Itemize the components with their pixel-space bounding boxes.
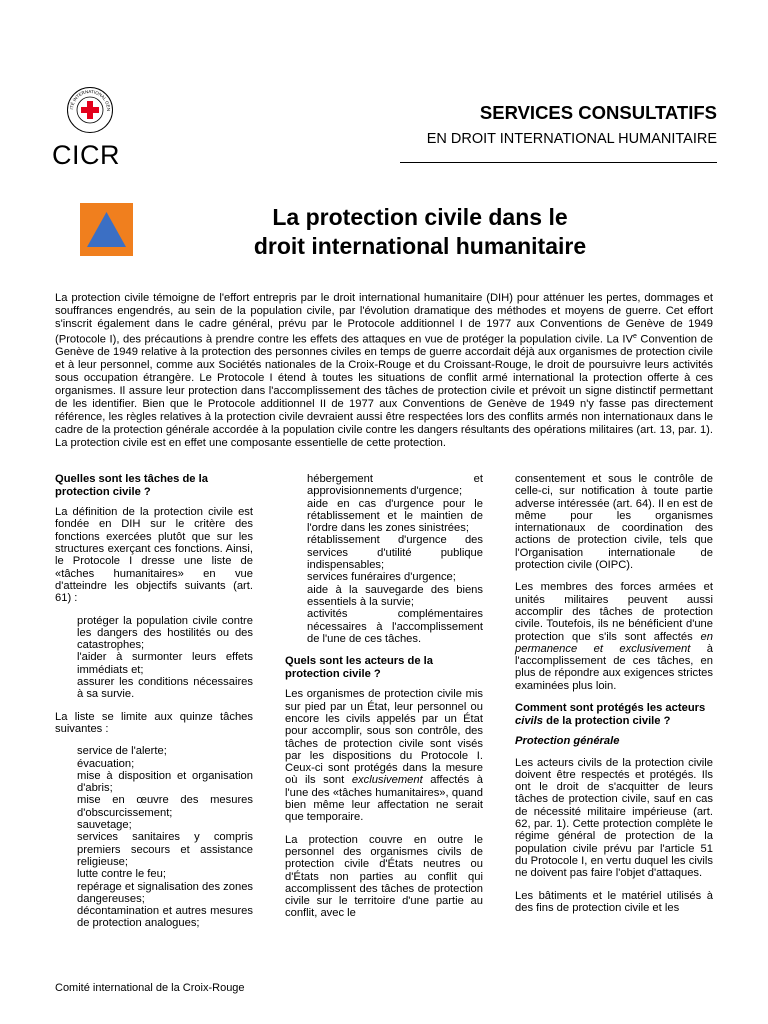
list-item: évacuation;	[77, 757, 135, 770]
column-1	[55, 473, 253, 940]
organization-acronym: CICR	[52, 140, 120, 170]
list-item: service de l'alerte;	[77, 745, 167, 758]
intro-text-2: Convention de Genève de 1949 relative à la protection des personnes civiles en temps de guerre accordait déjà aux organismes de protection civile et à leur personnel, comme aux Sociétés nationales de la Croix-Rouge et du Croissant-Rouge, le droit de poursuivre leurs activités sous occupation étrangère. Le Protocole I étend à toutes les situations de conflit armé international la protection offerte à ces organismes. Il assure leur protection dans l'accomplissement des tâches de protection civile et prévoit un signe distinctif permettant de les identifier. Bien que le Protocole additionnel II de 1977 aux Conventions de Genève de 1949 n'y fasse pas directement référence, les règles relatives à la protection civile devraient aussi être respectées lors des conflits armés non internationaux dans le cadre de la protection générale accordée à la population civile contre les dangers résultants des opérations militaires (art. 13, par. 1). La protection civile est en effet une composante essentielle de cette protection.	[55, 333, 713, 449]
tasks-list	[55, 745, 253, 929]
emphasis: en permanence et exclusivement	[515, 630, 713, 655]
intro-text-1: La protection civile témoigne de l'effort entrepris par le droit international humanitaire (DIH) pour atténuer les pertes, dommages et souffrances engendrés, au sein de la population civile, par l'évolution dramatique des méthodes et moyens de guerre. Cet effort s'inscrit également dans le cadre général, prévu par le Protocole additionnel I de 1977 aux Conventions de Genève de 1949 (Protocole I), des précautions à prendre contre les effets des attaques en vue de protéger la population civile. La IV	[55, 292, 713, 346]
title-line-2: droit international humanitaire	[253, 233, 587, 259]
text: Comment sont protégés les acteurs	[515, 702, 706, 715]
emphasis: exclusivement	[351, 774, 423, 787]
tasks-list-continued	[285, 473, 483, 645]
emphasis: civils	[515, 714, 543, 727]
section-heading-tasks: Quelles sont les tâches de la protection civile ?	[55, 473, 208, 498]
list-item: mise à disposition et organisation d'abris;	[77, 769, 253, 795]
list-item: services funéraires d'urgence;	[307, 571, 456, 584]
list-item: rétablissement d'urgence des services d'utilité publique indispensables;	[307, 534, 483, 572]
footer: Comité international de la Croix-Rouge	[55, 982, 245, 994]
text: affectés à l'une des «tâches humanitaires», quand bien même leur affectation ne serait que temporaire.	[285, 774, 483, 824]
civil-defence-sign-icon	[80, 203, 133, 256]
subheading-general-protection: Protection générale	[515, 735, 620, 748]
list-item: l'aider à surmonter leurs effets immédiats et;	[77, 651, 253, 676]
services-subtitle: EN DROIT INTERNATIONAL HUMANITAIRE	[426, 131, 717, 147]
list-item: services sanitaires y compris premiers secours et assistance religieuse;	[77, 831, 253, 868]
paragraph: La liste se limite aux quinze tâches suivantes :	[55, 710, 253, 735]
text: à l'accomplissement de ces tâches, en plus de répondre aux exigences strictes examinées plus loin.	[515, 642, 713, 692]
document-title	[160, 203, 680, 261]
header-rule	[400, 162, 717, 163]
icrc-emblem-icon	[66, 86, 114, 134]
intro-superscript: e	[632, 332, 637, 340]
list-item: activités complémentaires nécessaires à l'accomplissement de l'une de ces tâches.	[307, 608, 483, 645]
objectives-list	[55, 615, 253, 701]
paragraph: La définition de la protection civile est fondée en DIH sur le critère des fonctions exercées plutôt que sur les structures exerçant ces fonctions. Ainsi, le Protocole I dresse une liste de «tâches humanitaires» en vue d'atteindre les objectifs suivants (art. 61) :	[55, 506, 253, 605]
list-item: aide à la sauvegarde des biens essentiels à la survie;	[307, 583, 483, 608]
column-3	[515, 473, 713, 924]
list-item: hébergement et approvisionnements d'urgence;	[307, 473, 483, 498]
red-cross-horizontal	[81, 107, 99, 113]
emblem-ring-text: ITÉ INTERNATIONAL GEN	[69, 88, 112, 112]
paragraph: Les acteurs civils de la protection civile doivent être respectés et protégés. Ils ont le droit de s'acquitter de leurs tâches de protection civile, sauf en cas de nécessité militaire impérieuse (art. 62, par. 1). Cette protection complète le régime général de protection de la population civile prévu par l'article 51 du Protocole I, en vertu duquel les civils ne doivent pas faire l'objet d'attaques.	[515, 756, 713, 880]
list-item: décontamination et autres mesures de protection analogues;	[77, 905, 253, 930]
text: de la protection civile ?	[543, 714, 671, 727]
paragraph: La protection couvre en outre le personnel des organismes civils de protection civile d'États neutres ou d'États non parties au conflit qui accomplissent des tâches de protection civile sur le territoire d'une partie au conflit, avec le	[285, 833, 483, 920]
section-heading-actors: Quels sont les acteurs de la protection civile ?	[285, 655, 433, 680]
list-item: assurer les conditions nécessaires à sa survie.	[77, 676, 253, 701]
list-item: protéger la population civile contre les dangers des hostilités ou des catastrophes;	[77, 614, 253, 652]
list-item: aide en cas d'urgence pour le rétablissement et le maintien de l'ordre dans les zones sinistrées;	[307, 497, 483, 535]
list-item: sauvetage;	[77, 819, 132, 832]
text: Les organismes de protection civile mis sur pied par un État, leur personnel ou encore les civils appelés par un État pour accomplir, sous son contrôle, des tâches de protection civile sont visés par les dispositions du Protocole I. Ceux-ci sont protégés dans la mesure où ils sont	[285, 688, 483, 787]
intro-paragraph	[55, 292, 713, 450]
paragraph	[285, 688, 483, 823]
title-line-1: La protection civile dans le	[272, 204, 568, 230]
column-2	[285, 473, 483, 930]
text: Les membres des forces armées et unités militaires peuvent aussi accomplir des tâches de protection civile. Toutefois, ils ne bénéficient d'une protection que s'ils sont affectés	[515, 581, 713, 643]
paragraph: Les bâtiments et le matériel utilisés à des fins de protection civile et les	[515, 889, 713, 914]
blue-triangle-icon	[80, 203, 133, 256]
services-title: SERVICES CONSULTATIFS	[479, 102, 717, 123]
section-heading-protection	[515, 702, 713, 727]
list-item: lutte contre le feu;	[77, 868, 166, 881]
paragraph: consentement et sous le contrôle de celle-ci, sur notification à toute partie adverse intéressée (art. 64). Il en est de même pour les organismes internationaux de coordination des actions de protection civile, tels que l'Organisation internationale de protection civile (OIPC).	[515, 473, 713, 572]
paragraph	[515, 581, 713, 692]
list-item: mise en œuvre des mesures d'obscurcissement;	[77, 794, 253, 819]
list-item: repérage et signalisation des zones dangereuses;	[77, 880, 254, 905]
